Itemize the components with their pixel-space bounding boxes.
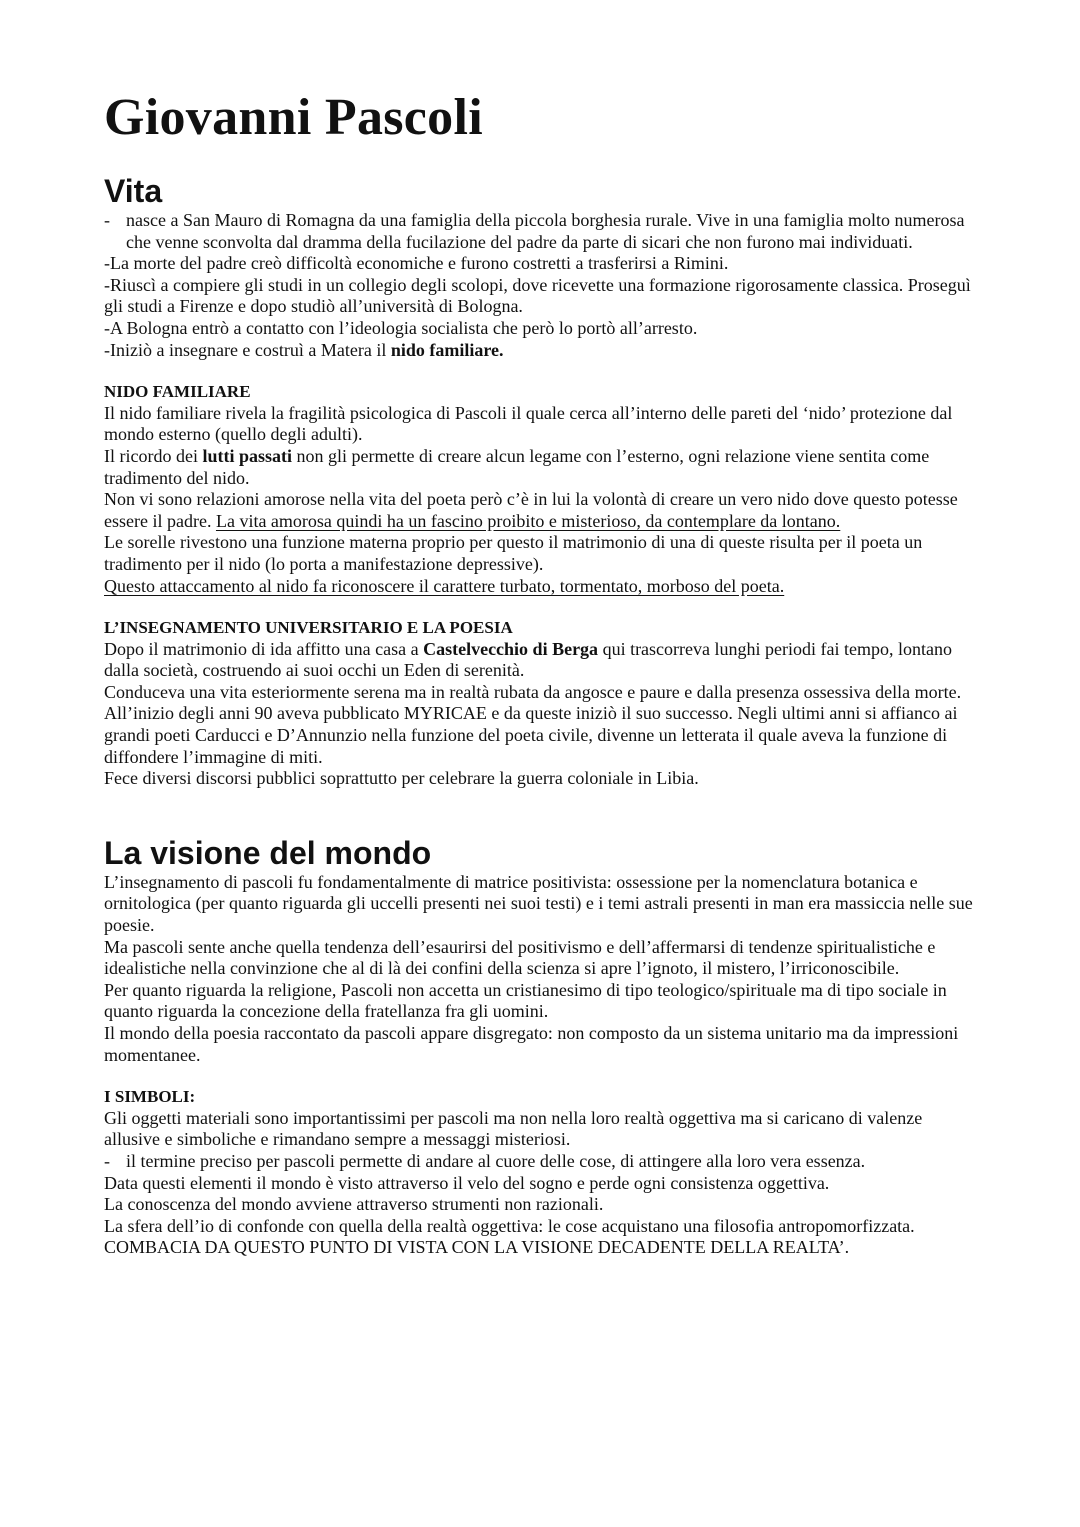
paragraph: Per quanto riguarda la religione, Pascoli non accetta un cristianesimo di tipo teologico/spirituale ma di tipo sociale in quanto riguarda la concezione della fratellanza fra gli uomini. (104, 979, 947, 1022)
paragraph (104, 489, 980, 532)
subheading-simboli: I SIMBOLI: (104, 1087, 196, 1107)
subheading-nido-familiare: NIDO FAMILIARE (104, 382, 251, 402)
paragraph-text: non gli permette di creare alcun legame con l’esterno, ogni relazione viene sentita come tradimento del nido. (104, 445, 930, 488)
vita-line: -A Bologna entrò a contatto con l’ideologia socialista che però lo portò all’arresto. (104, 317, 698, 338)
paragraph-bold: lutti passati (202, 445, 292, 466)
paragraph: La sfera dell’io di confonde con quella della realtà oggettiva: le cose acquistano una filosofia antropomorfizzata. (104, 1215, 915, 1236)
subheading-insegnamento: L’INSEGNAMENTO UNIVERSITARIO E LA POESIA (104, 618, 513, 638)
underlined-text: Questo attaccamento al nido fa riconoscere il carattere turbato, tormentato, morboso del poeta. (104, 575, 785, 596)
paragraph: Il mondo della poesia raccontato da pascoli appare disgregato: non composto da un sistema unitario ma da impressioni momentanee. (104, 1023, 959, 1065)
bullet-item (104, 210, 980, 253)
section-heading-visione: La visione del mondo (104, 834, 432, 871)
paragraph: L’insegnamento di pascoli fu fondamentalmente di matrice positivista: ossessione per la nomenclatura botanica e ornitologica (per quanto riguarda gli uccelli presenti nei suoi testi) e i temi astrali presenti in man era massiccia nelle sue poesie. (104, 871, 973, 936)
section-heading-vita: Vita (104, 173, 163, 209)
paragraph-text: Non vi sono relazioni amorose nella vita del poeta però c’è in lui la volontà di creare un vero nido dove questo potesse essere il padre. (104, 489, 958, 531)
paragraph-text: qui trascorreva lunghi periodi fai tempo, lontano dalla società, costruendo ai suoi occhi un Eden di serenità. (104, 638, 952, 681)
paragraph: Il nido familiare rivela la fragilità psicologica di Pascoli il quale cerca all’interno delle pareti del ‘nido’ protezione dal mondo esterno (quello degli adulti). (104, 402, 953, 445)
paragraph-text: Dopo il matrimonio di ida affitto una casa a (104, 638, 424, 659)
bullet-text: il termine preciso per pascoli permette di andare al cuore delle cose, di attingere alla loro vera essenza. (126, 1150, 866, 1171)
paragraph: La conoscenza del mondo avviene attraverso strumenti non razionali. (104, 1194, 604, 1215)
paragraph: All’inizio degli anni 90 aveva pubblicato MYRICAE e da queste iniziò il suo successo. Negli ultimi anni si affianco ai grandi poeti Carducci e D’Annunzio nella funzione del poeta civile, divenne un letterata il quale aveva la funzione di diffondere l’immagine di miti. (104, 703, 958, 767)
bullet-dash: - (104, 1150, 110, 1171)
vita-line: -La morte del padre creò difficoltà economiche e furono costretti a trasferirsi a Rimini. (104, 253, 729, 274)
document-title: Giovanni Pascoli (104, 89, 483, 146)
paragraph: Data questi elementi il mondo è visto attraverso il velo del sogno e perde ogni consistenza oggettiva. (104, 1172, 830, 1193)
paragraph: COMBACIA DA QUESTO PUNTO DI VISTA CON LA VISIONE DECADENTE DELLA REALTA’. (104, 1237, 850, 1258)
bullet-item (104, 1151, 980, 1173)
paragraph (104, 446, 980, 489)
paragraph: Ma pascoli sente anche quella tendenza dell’esaurirsi del positivismo e dell’affermarsi di tendenze spiritualistiche e idealistiche nella convinzione che al di là dei confini della scienza si apre l’ignoto, il mistero, l’irriconoscibile. (104, 936, 936, 979)
paragraph: Le sorelle rivestono una funzione materna proprio per questo il matrimonio di una di queste risulta per il poeta un tradimento per il nido (lo porta a manifestazione depressive). (104, 532, 923, 574)
paragraph (104, 576, 980, 598)
paragraph: Conduceva una vita esteriormente serena ma in realtà rubata da angosce e paure e dalla presenza ossessiva della morte. (104, 681, 962, 702)
paragraph: Fece diversi discorsi pubblici soprattutto per celebrare la guerra coloniale in Libia. (104, 768, 699, 789)
vita-line (104, 340, 980, 362)
vita-line-text: -Iniziò a insegnare e costruì a Matera il (104, 339, 391, 360)
bullet-text: nasce a San Mauro di Romagna da una famiglia della piccola borghesia rurale. Vive in una famiglia molto numerosa che venne sconvolta dal dramma della fucilazione del padre da parte di sicari che non furono mai individuati. (126, 210, 965, 252)
paragraph (104, 639, 980, 682)
vita-line: -Riuscì a compiere gli studi in un collegio degli scolopi, dove ricevette una formazione rigorosamente classica. Proseguì gli studi a Firenze e dopo studiò all’università di Bologna. (104, 274, 971, 317)
paragraph-bold: Castelvecchio di Berga (423, 638, 599, 659)
paragraph: Gli oggetti materiali sono importantissimi per pascoli ma non nella loro realtà oggettiva ma si caricano di valenze allusive e simboliche e rimandano sempre a messaggi misteriosi. (104, 1107, 923, 1150)
paragraph-text: Il ricordo dei (104, 445, 203, 466)
vita-line-bold: nido familiare. (390, 339, 504, 360)
underlined-text: La vita amorosa quindi ha un fascino proibito e misterioso, da contemplare da lontano. (215, 510, 841, 531)
bullet-dash: - (104, 210, 110, 230)
